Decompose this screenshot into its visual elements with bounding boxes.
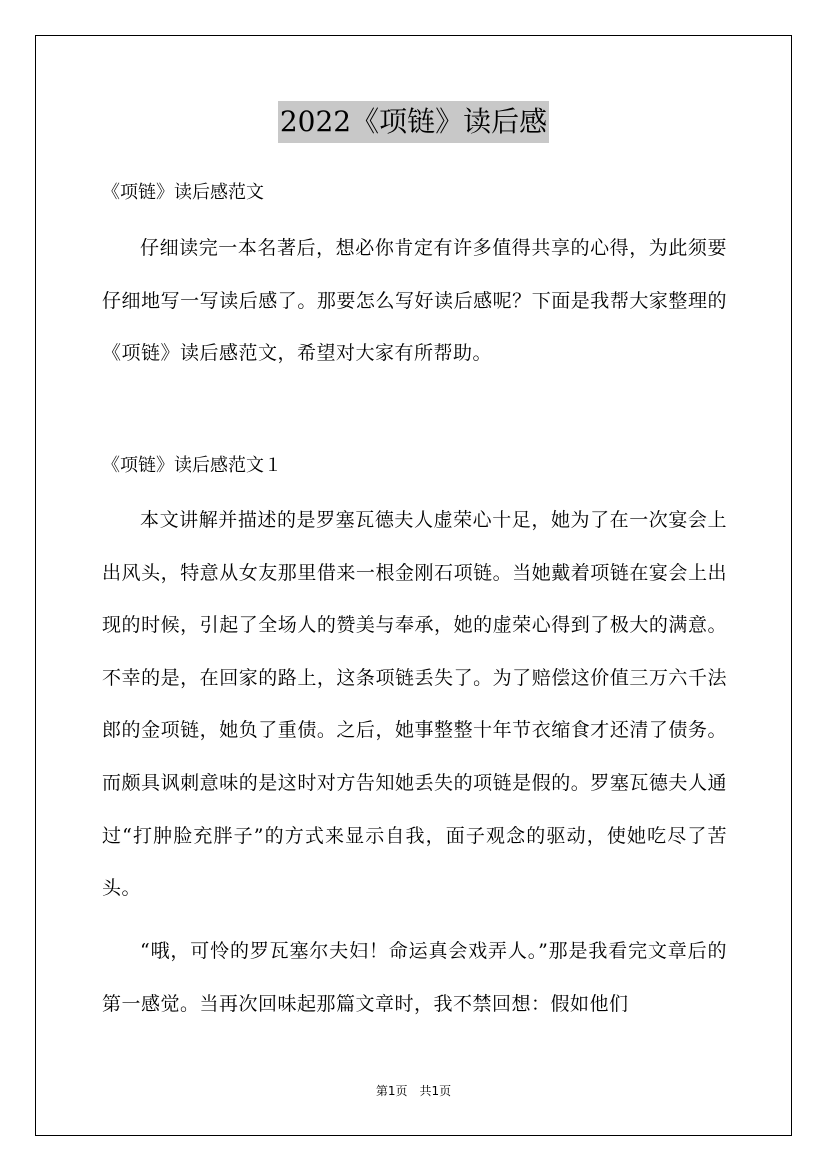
page-footer: 第1页 共1页 <box>375 1084 452 1098</box>
document-title-text: 2022《项链》读后感 <box>278 101 549 143</box>
section1-heading: 《项链》读后感范文１ <box>102 455 282 476</box>
document-title <box>0 101 827 143</box>
section1-paragraph-1: 本文讲解并描述的是罗塞瓦德夫人虚荣心十足，她为了在一次宴会上出风头，特意从女友那里借来一根金刚石项链。当她戴着项链在宴会上出现的时候，引起了全场人的赞美与奉承，她的虚荣心得到了极大的满意。不幸的是，在回家的路上，这条项链丢失了。为了赔偿这价值三万六千法郎的金项链，她负了重债。之后，她事整整十年节衣缩食才还清了债务。而颇具讽刺意味的是这时对方告知她丢失的项链是假的。罗塞瓦德夫人通过“打肿脸充胖子”的方式来显示自我，面子观念的驱动，使她吃尽了苦头。 <box>102 509 727 900</box>
section1-paragraph-2: “哦，可怜的罗瓦塞尔夫妇！命运真会戏弄人。”那是我看完文章后的第一感觉。当再次回味起那篇文章时，我不禁回想：假如他们 <box>102 940 727 1015</box>
intro-heading: 《项链》读后感范文 <box>102 182 264 203</box>
intro-paragraph: 仔细读完一本名著后，想必你肯定有许多值得共享的心得，为此须要仔细地写一写读后感了。那要怎么写好读后感呢？下面是我帮大家整理的《项链》读后感范文，希望对大家有所帮助。 <box>102 237 727 365</box>
